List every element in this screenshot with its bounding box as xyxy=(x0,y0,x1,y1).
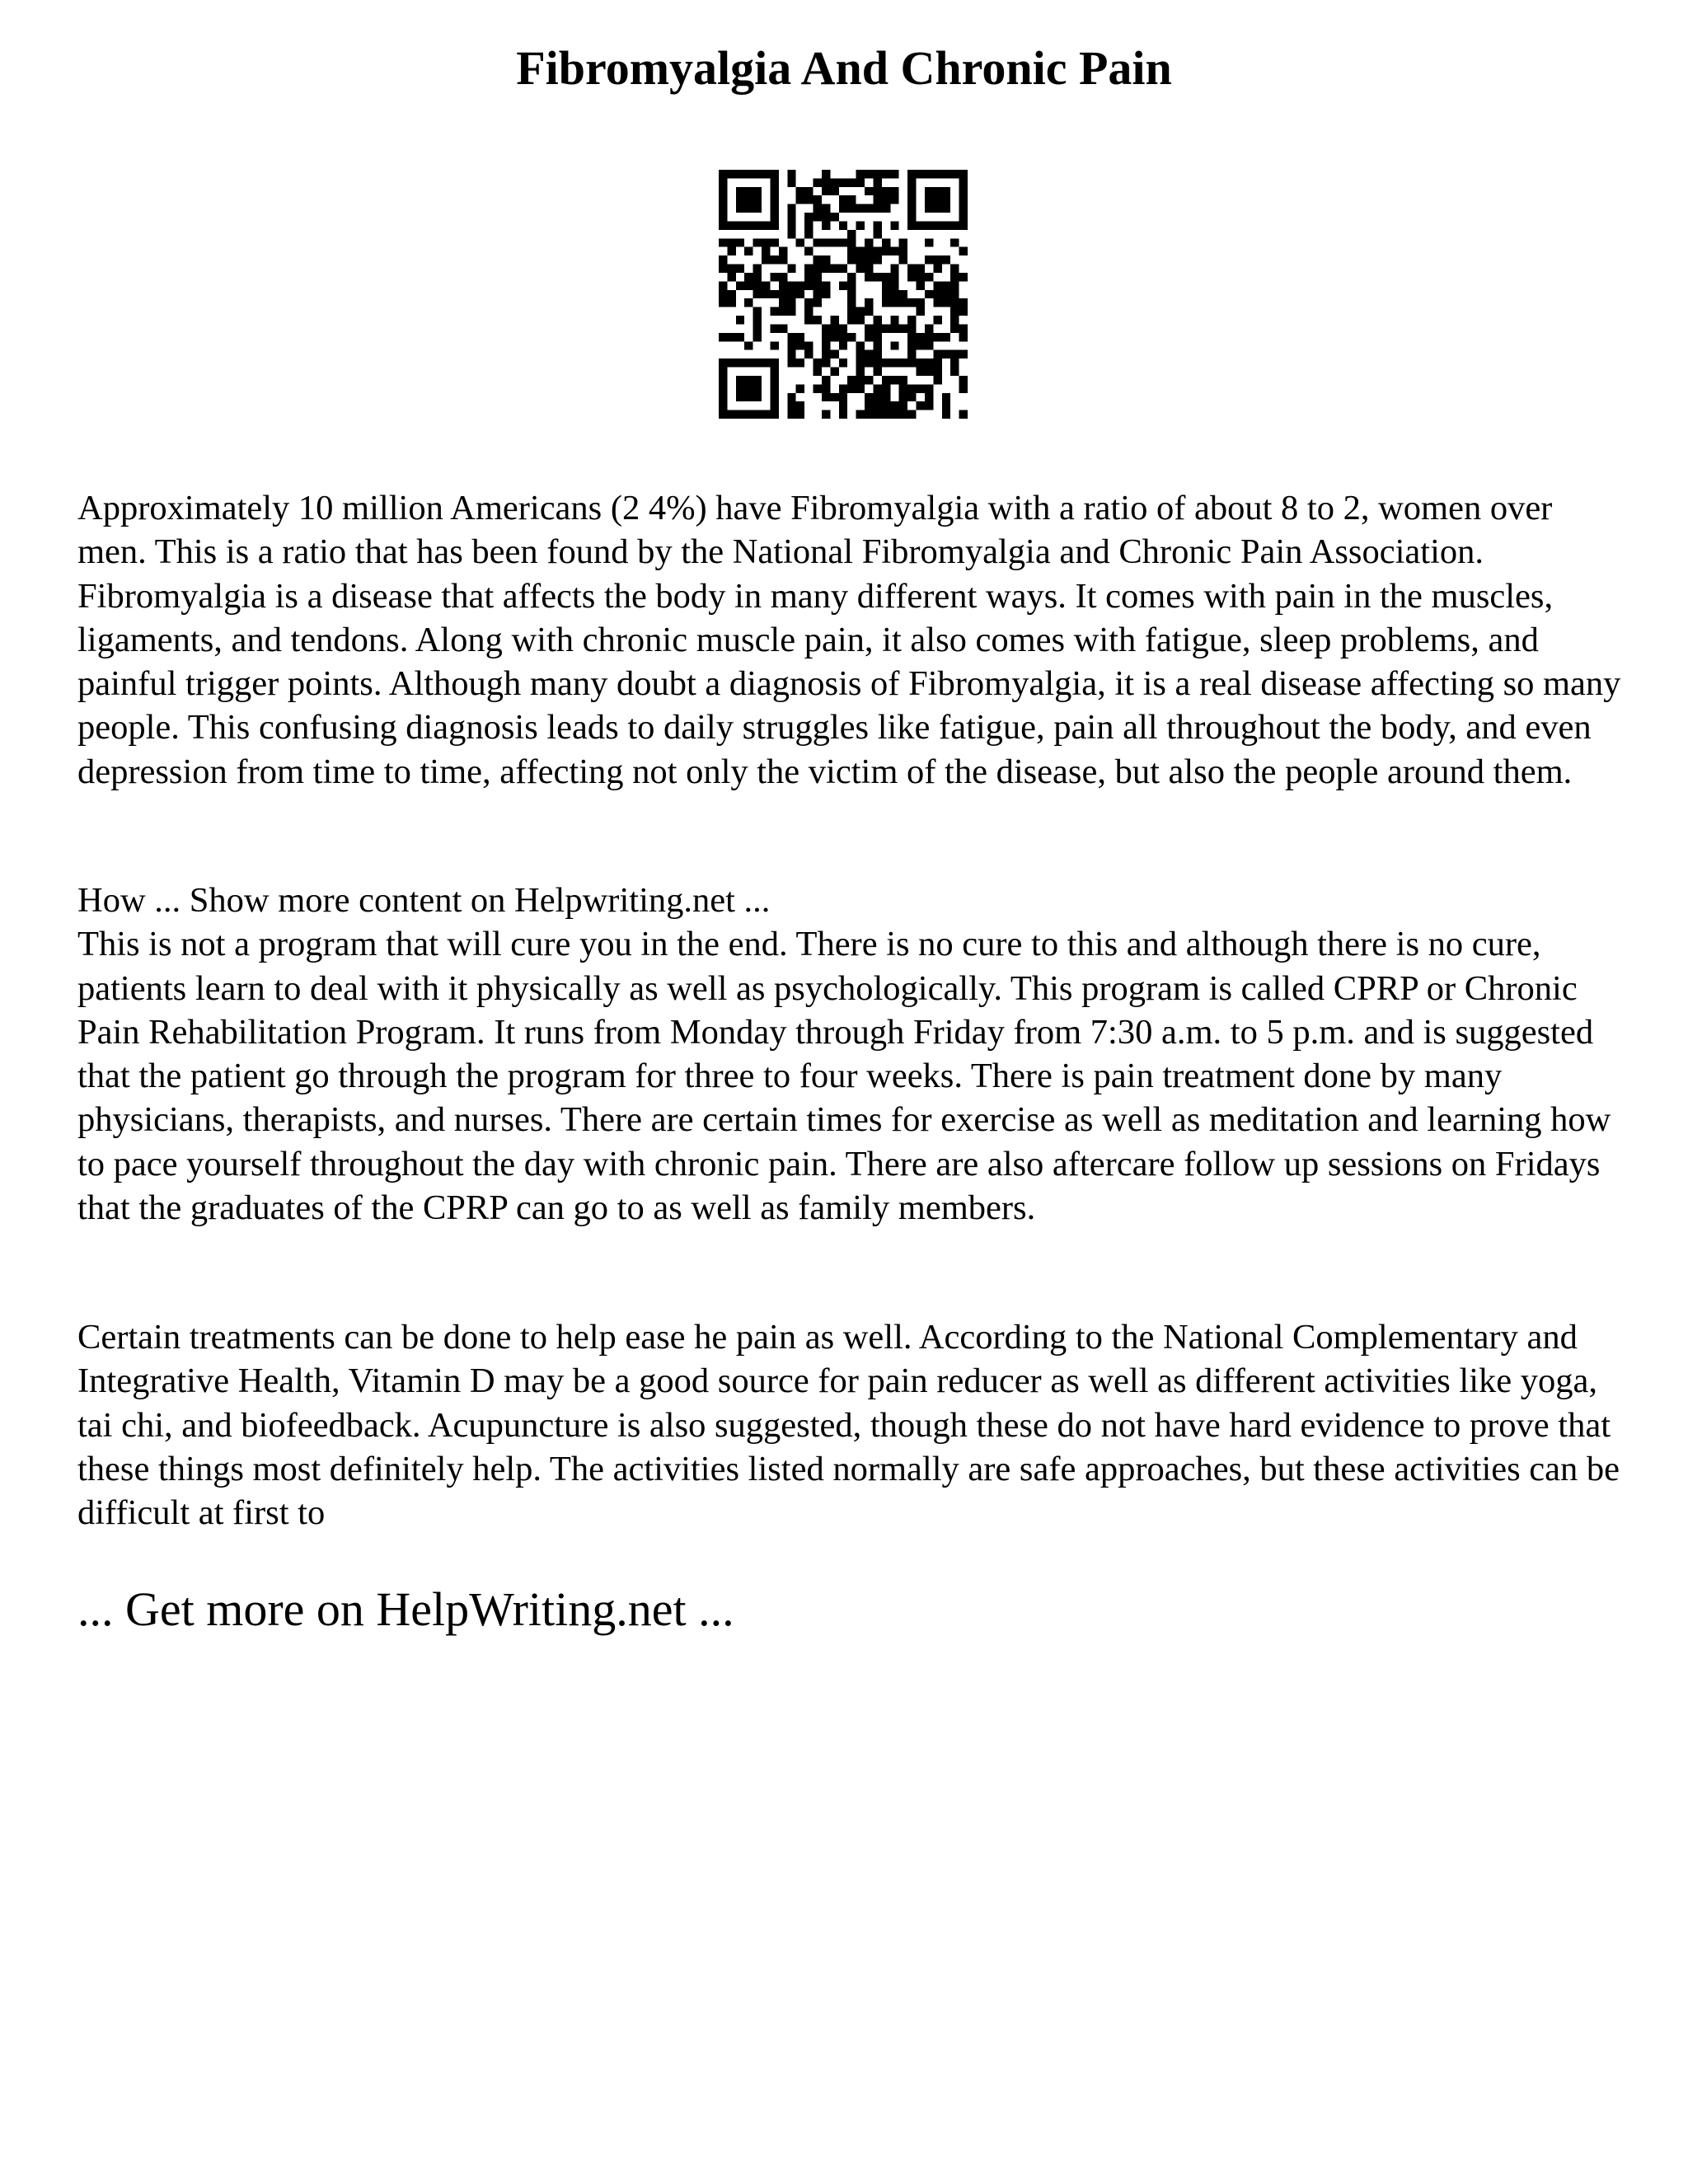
qr-code-icon xyxy=(719,170,968,419)
page-title: Fibromyalgia And Chronic Pain xyxy=(516,41,1172,95)
paragraph-intro: Approximately 10 million Americans (2 4%) have Fibromyalgia with a ratio of about 8 to 2, women over men. This is a ratio that has been found by the National Fibromyalgia and Chronic Pain Association. Fibromyalgia is a disease that affects the body in many different ways. It comes with pain in the muscles, ligaments, and tendons. Along with chronic muscle pain, it also comes with fatigue, sleep problems, and painful trigger points. Although many doubt a diagnosis of Fibromyalgia, it is a real disease affecting so many people. This confusing diagnosis leads to daily struggles like fatigue, pain all throughout the body, and even depression from time to time, affecting not only the victim of the disease, but also the people around them. xyxy=(77,489,1621,791)
paragraph-treatments: Certain treatments can be done to help ease he pain as well. According to the National Complementary and Integrative Health, Vitamin D may be a good source for pain reducer as well as different activities like yoga, tai chi, and biofeedback. Acupuncture is also suggested, though these do not have hard evidence to prove that these things most definitely help. The activities listed normally are safe approaches, but these activities can be difficult at first to xyxy=(77,1318,1620,1533)
get-more-link[interactable]: ... Get more on HelpWriting.net ... xyxy=(77,1582,734,1636)
paragraph-program xyxy=(77,879,1627,1230)
paragraph-program-text: This is not a program that will cure you in the end. There is no cure to this and although there is no cure, patients learn to deal with it physically as well as psychologically. This program is called CPRP or Chronic Pain Rehabilitation Program. It runs from Monday through Friday from 7:30 a.m. to 5 p.m. and is suggested that the patient go through the program for three to four weeks. There is pain treatment done by many physicians, therapists, and nurses. There are certain times for exercise as well as meditation and learning how to pace yourself throughout the day with chronic pain. There are also aftercare follow up sessions on Fridays that the graduates of the CPRP can go to as well as family members. xyxy=(77,925,1611,1228)
show-more-link[interactable]: How ... Show more content on Helpwriting.net ... xyxy=(77,881,771,920)
